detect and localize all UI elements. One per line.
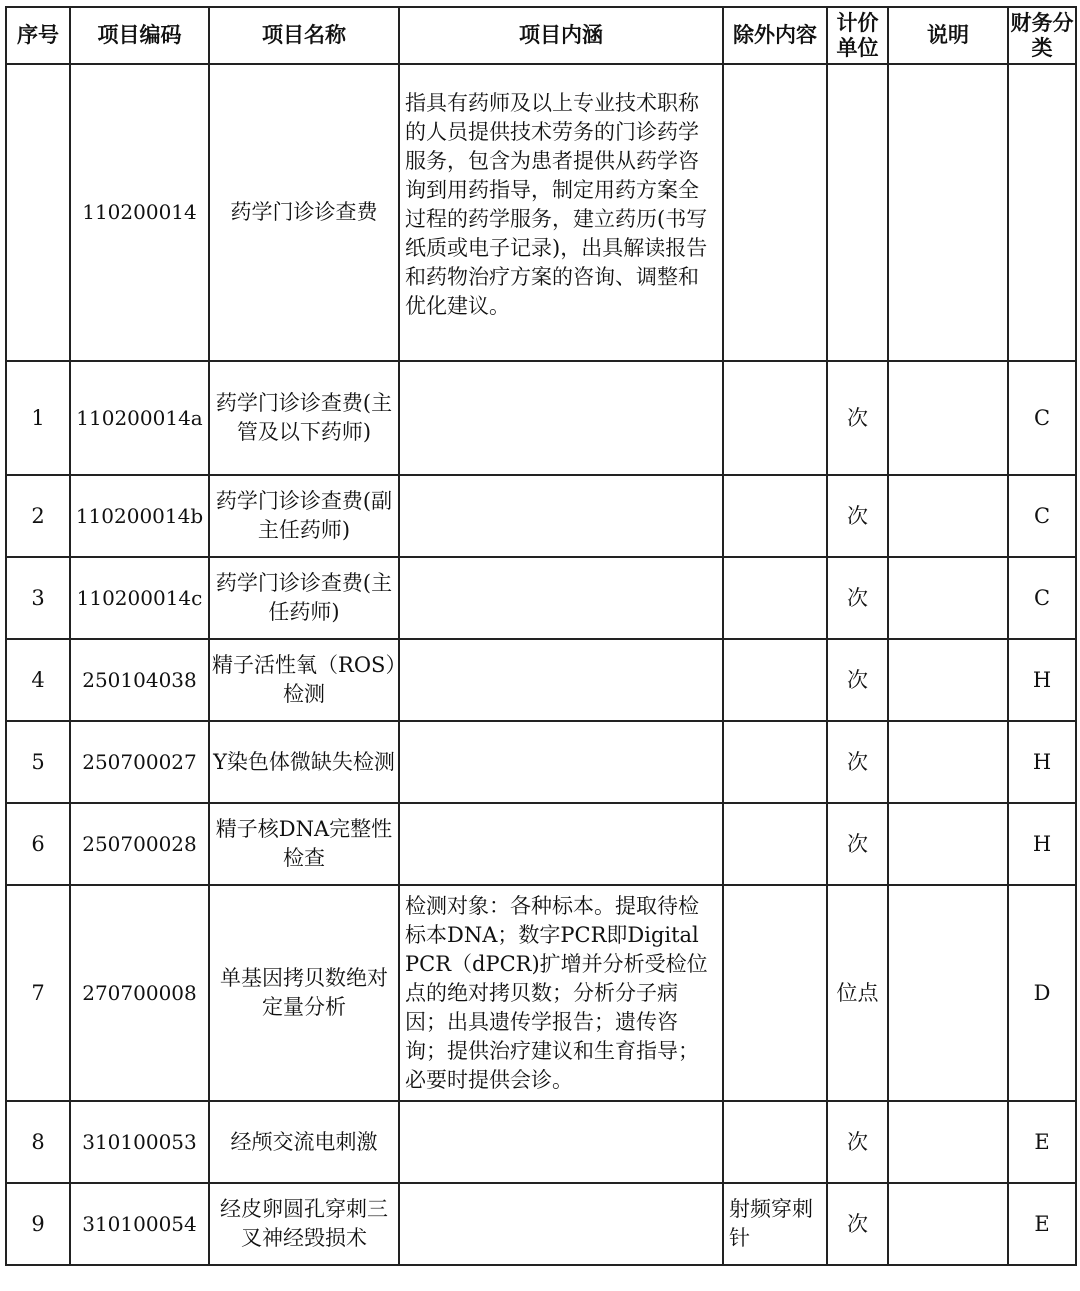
cell-exclude [723, 64, 827, 361]
cell-code: 250700027 [70, 721, 209, 803]
cell-seq: 9 [6, 1183, 70, 1265]
cell-seq: 3 [6, 557, 70, 639]
cell-name: 药学门诊诊查费 [209, 64, 399, 361]
cell-unit: 次 [827, 803, 888, 885]
cell-name: 单基因拷贝数绝对定量分析 [209, 885, 399, 1101]
cell-name: 精子活性氧（ROS）检测 [209, 639, 399, 721]
cell-exclude [723, 721, 827, 803]
cell-unit: 次 [827, 475, 888, 557]
cell-note [888, 803, 1008, 885]
cell-finance: H [1008, 803, 1076, 885]
cell-exclude [723, 639, 827, 721]
cell-finance: D [1008, 885, 1076, 1101]
header-exclude: 除外内容 [723, 7, 827, 64]
cell-name: 药学门诊诊查费(主管及以下药师) [209, 361, 399, 475]
cell-name: 药学门诊诊查费(主任药师) [209, 557, 399, 639]
table-row [6, 885, 1076, 1101]
cell-seq: 1 [6, 361, 70, 475]
fee-items-table [5, 6, 1077, 1266]
cell-unit: 次 [827, 639, 888, 721]
cell-seq: 5 [6, 721, 70, 803]
cell-finance: H [1008, 721, 1076, 803]
cell-name: 精子核DNA完整性检查 [209, 803, 399, 885]
cell-unit: 次 [827, 1183, 888, 1265]
cell-code: 110200014c [70, 557, 209, 639]
cell-content [399, 803, 723, 885]
cell-code: 310100053 [70, 1101, 209, 1183]
cell-seq: 6 [6, 803, 70, 885]
cell-seq: 7 [6, 885, 70, 1101]
cell-seq: 8 [6, 1101, 70, 1183]
cell-note [888, 1183, 1008, 1265]
cell-note [888, 64, 1008, 361]
cell-name: 经皮卵圆孔穿刺三叉神经毁损术 [209, 1183, 399, 1265]
cell-finance: E [1008, 1101, 1076, 1183]
cell-exclude [723, 803, 827, 885]
cell-unit: 次 [827, 557, 888, 639]
cell-note [888, 885, 1008, 1101]
cell-note [888, 557, 1008, 639]
cell-exclude [723, 361, 827, 475]
cell-code: 110200014a [70, 361, 209, 475]
cell-unit: 位点 [827, 885, 888, 1101]
cell-exclude [723, 885, 827, 1101]
cell-code: 250104038 [70, 639, 209, 721]
table-row [6, 557, 1076, 639]
cell-code: 110200014b [70, 475, 209, 557]
cell-content [399, 1183, 723, 1265]
cell-unit: 次 [827, 1101, 888, 1183]
cell-content: 指具有药师及以上专业技术职称的人员提供技术劳务的门诊药学服务，包含为患者提供从药学咨询到用药指导，制定用药方案全过程的药学服务，建立药历(书写纸质或电子记录)，出具解读报告和药物治疗方案的咨询、调整和优化建议。 [399, 64, 723, 361]
table-header-row [6, 7, 1076, 64]
cell-code: 110200014 [70, 64, 209, 361]
cell-content [399, 557, 723, 639]
cell-finance: H [1008, 639, 1076, 721]
cell-content [399, 721, 723, 803]
cell-note [888, 1101, 1008, 1183]
cell-finance [1008, 64, 1076, 361]
cell-seq: 4 [6, 639, 70, 721]
cell-content [399, 1101, 723, 1183]
table-row [6, 361, 1076, 475]
cell-code: 310100054 [70, 1183, 209, 1265]
header-content: 项目内涵 [399, 7, 723, 64]
table-row [6, 803, 1076, 885]
cell-finance: E [1008, 1183, 1076, 1265]
cell-name: Y染色体微缺失检测 [209, 721, 399, 803]
cell-unit: 次 [827, 721, 888, 803]
cell-exclude: 射频穿刺针 [723, 1183, 827, 1265]
cell-unit [827, 64, 888, 361]
header-finance: 财务分类 [1008, 7, 1076, 64]
cell-unit: 次 [827, 361, 888, 475]
cell-note [888, 361, 1008, 475]
cell-exclude [723, 1101, 827, 1183]
header-name: 项目名称 [209, 7, 399, 64]
table-row [6, 1101, 1076, 1183]
table-row [6, 639, 1076, 721]
table-row [6, 64, 1076, 361]
cell-note [888, 639, 1008, 721]
cell-note [888, 475, 1008, 557]
cell-code: 250700028 [70, 803, 209, 885]
cell-seq: 2 [6, 475, 70, 557]
cell-seq [6, 64, 70, 361]
table-row [6, 475, 1076, 557]
cell-exclude [723, 557, 827, 639]
header-unit: 计价单位 [827, 7, 888, 64]
cell-code: 270700008 [70, 885, 209, 1101]
cell-note [888, 721, 1008, 803]
cell-exclude [723, 475, 827, 557]
header-seq: 序号 [6, 7, 70, 64]
table-row [6, 721, 1076, 803]
header-note: 说明 [888, 7, 1008, 64]
cell-content [399, 361, 723, 475]
cell-content [399, 475, 723, 557]
cell-finance: C [1008, 475, 1076, 557]
cell-name: 经颅交流电刺激 [209, 1101, 399, 1183]
cell-finance: C [1008, 361, 1076, 475]
cell-content [399, 639, 723, 721]
cell-name: 药学门诊诊查费(副主任药师) [209, 475, 399, 557]
cell-content: 检测对象：各种标本。提取待检标本DNA；数字PCR即Digital PCR（dPCR)扩增并分析受检位点的绝对拷贝数；分析分子病因；出具遗传学报告；遗传咨询；提供治疗建议和生育指导；必要时提供会诊。 [399, 885, 723, 1101]
header-code: 项目编码 [70, 7, 209, 64]
cell-finance: C [1008, 557, 1076, 639]
table-row [6, 1183, 1076, 1265]
